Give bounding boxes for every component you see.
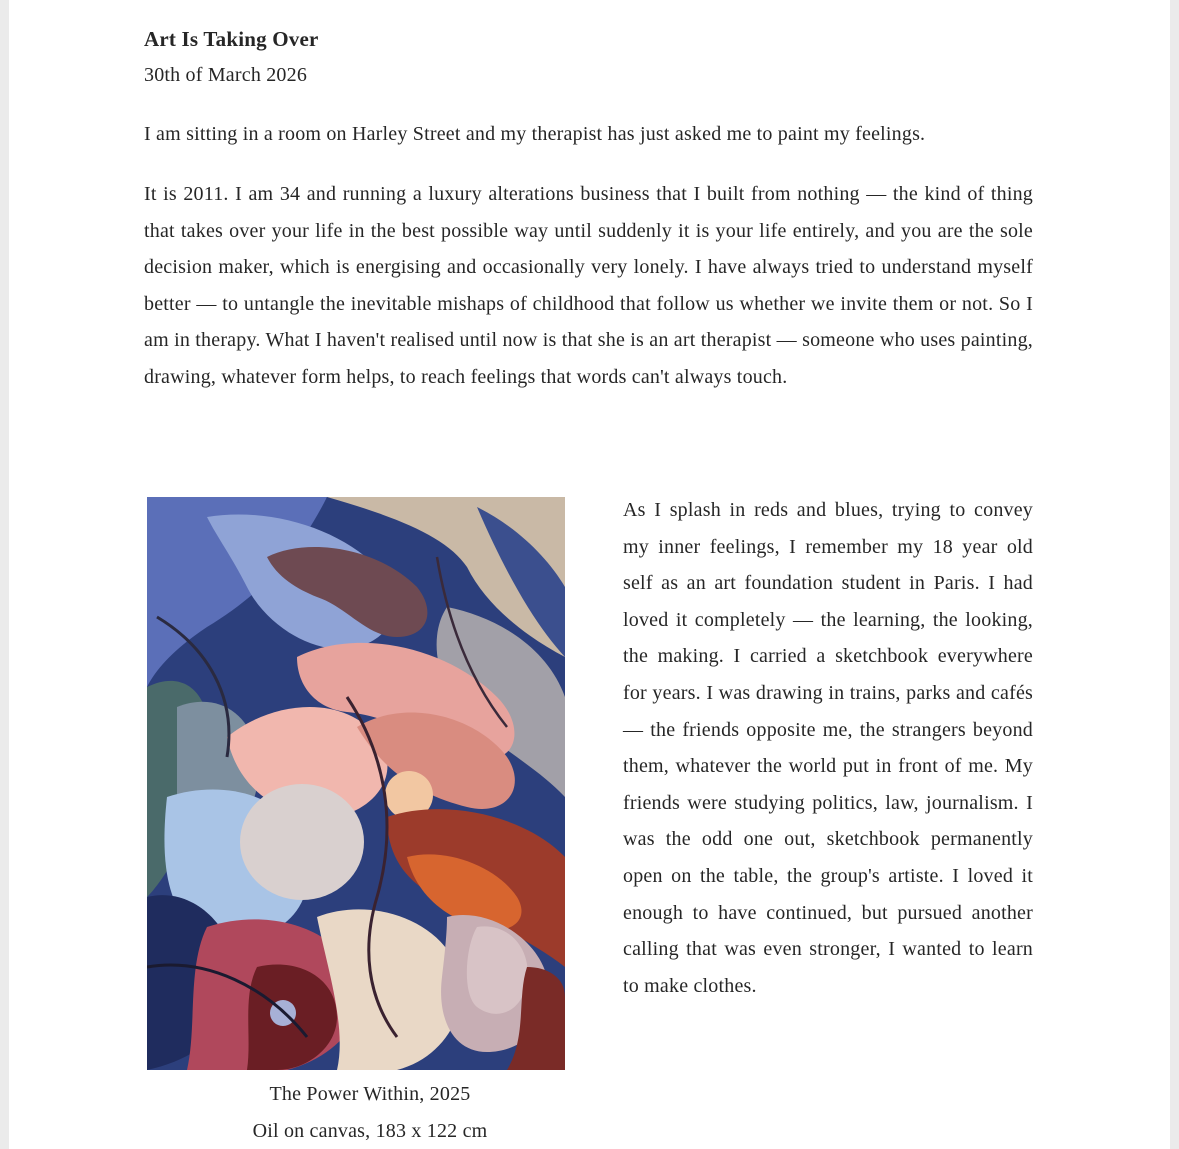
artwork-caption <box>144 1076 596 1149</box>
article-title: Art Is Taking Over <box>144 27 319 51</box>
article-date: 30th of March 2026 <box>144 64 308 86</box>
artwork-caption-title: The Power Within, 2025 <box>269 1083 471 1105</box>
article-page <box>9 0 1170 1149</box>
artwork-painting <box>147 497 565 1070</box>
intro-paragraph: I am sitting in a room on Harley Street and my therapist has just asked me to paint my feelings. <box>144 123 926 145</box>
artwork-caption-medium: Oil on canvas, 183 x 122 cm <box>252 1119 488 1142</box>
body-paragraph: It is 2011. I am 34 and running a luxury alterations business that I built from nothing — the kind of thing that takes over your life in the best possible way until suddenly it is your life entirely, and you are the sole decision maker, which is energising and occasionally very lonely. I have always tried to understand myself better — to untangle the inevitable mishaps of childhood that follow us whether we invite them or not. So I am in therapy. What I haven't realised until now is that she is an art therapist — someone who uses painting, drawing, whatever form helps, to reach feelings that words can't always touch. <box>144 183 1033 388</box>
side-paragraph: As I splash in reds and blues, trying to convey my inner feelings, I remember my 18 year old self as an art foundation student in Paris. I had loved it completely — the learning, the looking, the making. I carried a sketchbook everywhere for years. I was drawing in trains, parks and cafés — the friends opposite me, the strangers beyond them, whatever the world put in front of me. My friends were studying politics, law, journalism. I was the odd one out, sketchbook permanently open on the table, the group's artiste. I loved it enough to have continued, but pursued another calling that was even stronger, I wanted to learn to make clothes. <box>623 499 1033 997</box>
